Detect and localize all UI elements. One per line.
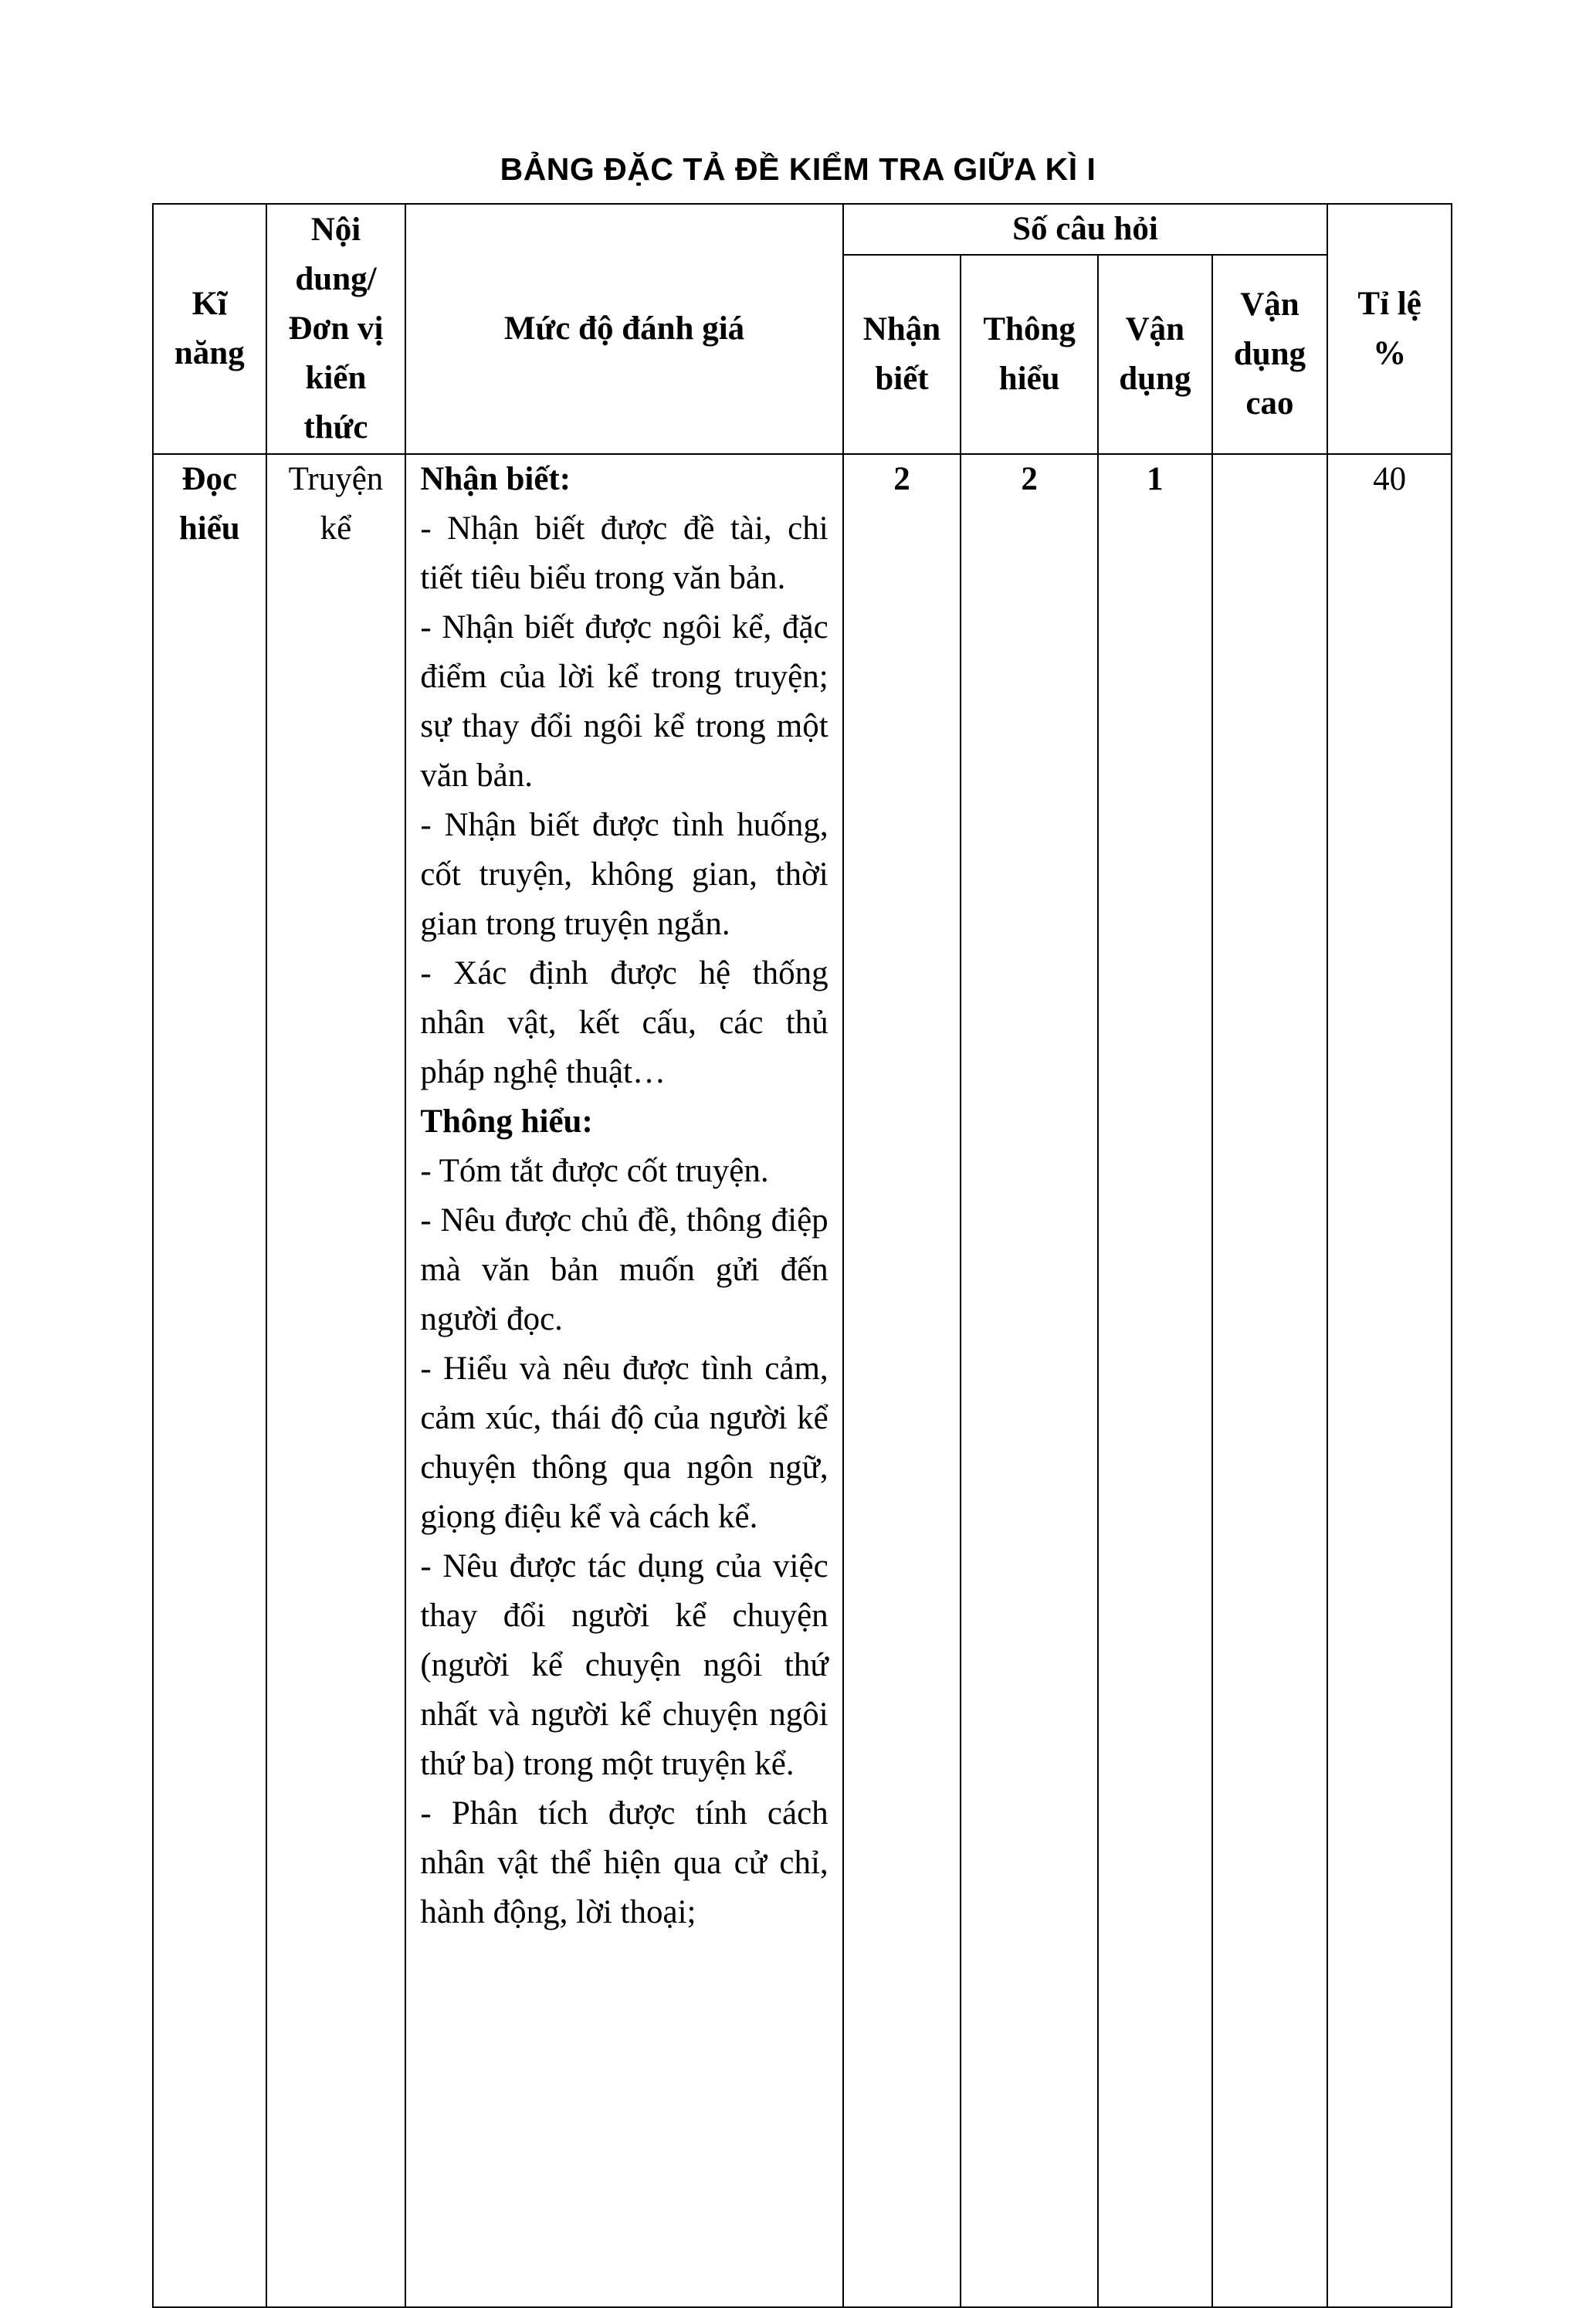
header-ti-le (1327, 204, 1452, 454)
header-so-cau-hoi: Số câu hỏi (843, 204, 1328, 255)
desc-item: - Nhận biết được tình huống, cốt truyện, không gian, thời gian trong truyện ngắn. (420, 807, 828, 942)
cell-ti-le: 40 (1327, 454, 1452, 2307)
header-thong-hieu (961, 255, 1098, 454)
header-van-dung (1098, 255, 1212, 454)
desc-item: - Nhận biết được ngôi kể, đặc điểm của lời kể trong truyện; sự thay đổi ngôi kể trong một văn bản. (420, 609, 828, 794)
spec-table (152, 203, 1452, 2308)
header-nhan-biet (843, 255, 961, 454)
header-noi-dung-line: thức (303, 409, 368, 446)
header-ki-nang-line: năng (174, 335, 245, 371)
cell-noi-dung-line: Truyện (288, 461, 384, 497)
table-row (153, 454, 1452, 2307)
cell-ki-nang-line: hiểu (178, 510, 240, 547)
cell-thong-hieu-count: 2 (961, 454, 1098, 2307)
header-muc-do: Mức độ đánh giá (405, 204, 842, 454)
desc-item: - Tóm tắt được cốt truyện. (420, 1153, 769, 1189)
header-van-dung-cao-line: dụng (1233, 336, 1306, 372)
header-ti-le-line: % (1373, 335, 1407, 371)
desc-item: - Nêu được chủ đề, thông điệp mà văn bản muốn gửi đến người đọc. (420, 1202, 828, 1337)
cell-noi-dung-line: kể (320, 510, 352, 547)
cell-van-dung-count: 1 (1098, 454, 1212, 2307)
header-ki-nang (153, 204, 266, 454)
header-van-dung-line: Vận (1125, 311, 1185, 347)
header-van-dung-line: dụng (1119, 361, 1191, 397)
cell-van-dung-cao-count (1212, 454, 1328, 2307)
cell-nhan-biet-count: 2 (843, 454, 961, 2307)
header-nhan-biet-line: biết (875, 361, 929, 397)
header-noi-dung-line: kiến (305, 360, 367, 396)
header-row-1 (153, 204, 1452, 255)
desc-item: - Phân tích được tính cách nhân vật thể hiện qua cử chỉ, hành động, lời thoại; (420, 1795, 828, 1930)
header-noi-dung-line: Nội (310, 212, 361, 248)
cell-ki-nang (153, 454, 266, 2307)
desc-item: - Hiểu và nêu được tình cảm, cảm xúc, thái độ của người kể chuyện thông qua ngôn ngữ, giọng điệu kể và cách kể. (420, 1351, 828, 1535)
desc-heading: Thông hiểu: (420, 1103, 593, 1140)
cell-ki-nang-line: Đọc (181, 461, 238, 497)
page-title: BẢNG ĐẶC TẢ ĐỀ KIỂM TRA GIỮA KÌ I (500, 151, 1096, 187)
header-thong-hieu-line: Thông (983, 311, 1076, 347)
header-noi-dung-line: dung/ (295, 261, 377, 297)
cell-noi-dung (266, 454, 406, 2307)
desc-item: - Nhận biết được đề tài, chi tiết tiêu biểu trong văn bản. (420, 510, 828, 596)
header-ki-nang-line: Kĩ (191, 286, 227, 322)
header-van-dung-cao-line: Vận (1240, 286, 1300, 323)
header-noi-dung (266, 204, 406, 454)
header-van-dung-cao (1212, 255, 1328, 454)
header-van-dung-cao-line: cao (1245, 385, 1294, 422)
header-ti-le-line: Tỉ lệ (1357, 286, 1421, 322)
cell-muc-do (405, 454, 842, 2307)
header-nhan-biet-line: Nhận (862, 311, 941, 347)
desc-item: - Xác định được hệ thống nhân vật, kết cấu, các thủ pháp nghệ thuật… (420, 955, 828, 1090)
desc-item: - Nêu được tác dụng của việc thay đổi người kể chuyện (người kể chuyện ngôi thứ nhất và người kể chuyện ngôi thứ ba) trong một truyện kể. (420, 1548, 828, 1782)
desc-heading: Nhận biết: (420, 461, 571, 497)
header-thong-hieu-line: hiểu (998, 361, 1060, 397)
header-noi-dung-line: Đơn vị (288, 310, 384, 347)
